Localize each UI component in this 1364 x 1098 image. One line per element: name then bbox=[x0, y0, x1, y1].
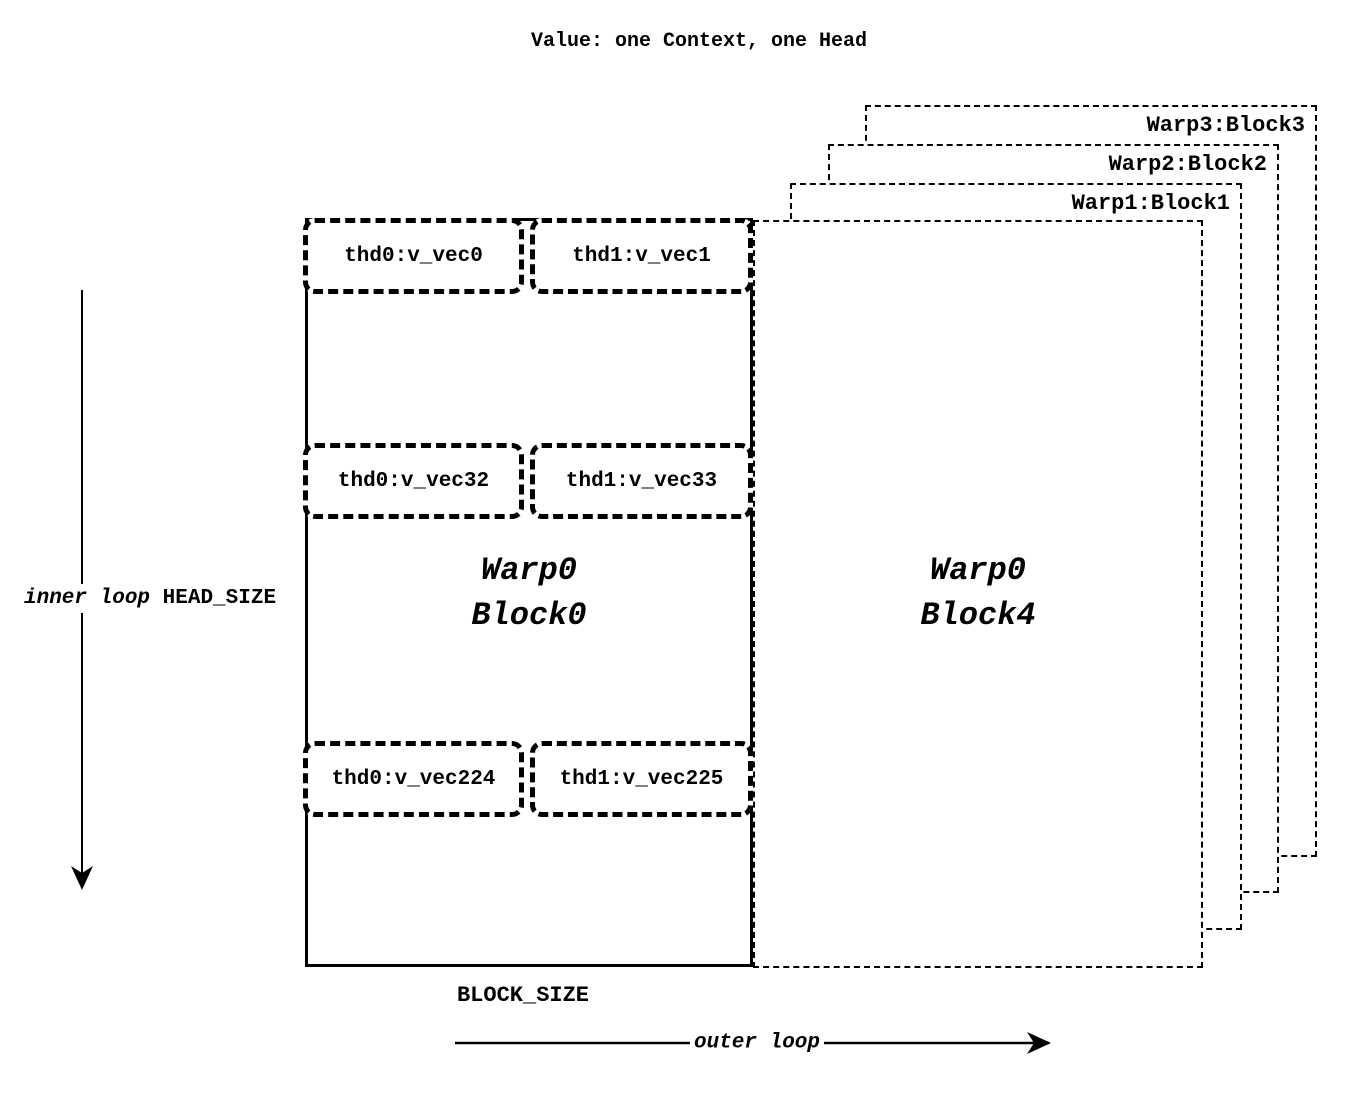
thread-vec-box bbox=[303, 443, 524, 519]
diagram-title: Value: one Context, one Head bbox=[530, 30, 868, 53]
thread-vec-label: thd0:v_vec224 bbox=[331, 767, 496, 791]
inner-loop-text: inner loop bbox=[24, 587, 151, 610]
thread-vec-label: thd1:v_vec225 bbox=[559, 767, 724, 791]
warp0-block0-caption-line1: Warp0 bbox=[480, 552, 577, 589]
block-size-label: BLOCK_SIZE bbox=[456, 983, 590, 1008]
thread-vec-label: thd0:v_vec0 bbox=[344, 244, 483, 268]
thread-vec-box bbox=[530, 218, 753, 294]
warp2-block2-label: Warp2:Block2 bbox=[1108, 152, 1267, 177]
thread-vec-label: thd0:v_vec32 bbox=[337, 469, 490, 493]
warp3-block3-label: Warp3:Block3 bbox=[1146, 113, 1305, 138]
thread-vec-label: thd1:v_vec33 bbox=[565, 469, 718, 493]
thread-vec-box bbox=[530, 443, 753, 519]
thread-vec-box bbox=[303, 218, 524, 294]
thread-vec-box bbox=[303, 741, 524, 817]
warp0-block0-caption-line2: Block0 bbox=[471, 597, 587, 634]
thread-vec-label: thd1:v_vec1 bbox=[572, 244, 711, 268]
thread-vec-box bbox=[530, 741, 753, 817]
warp0-block4-caption bbox=[818, 548, 1138, 638]
warp0-block4-caption-line2: Block4 bbox=[920, 597, 1036, 634]
warp0-block0-caption bbox=[369, 548, 689, 638]
inner-loop-head-size-label bbox=[22, 584, 278, 613]
warp0-block4-caption-line1: Warp0 bbox=[929, 552, 1026, 589]
warp1-block1-label: Warp1:Block1 bbox=[1071, 191, 1230, 216]
outer-loop-label: outer loop bbox=[690, 1031, 824, 1056]
head-size-text: HEAD_SIZE bbox=[162, 587, 277, 610]
